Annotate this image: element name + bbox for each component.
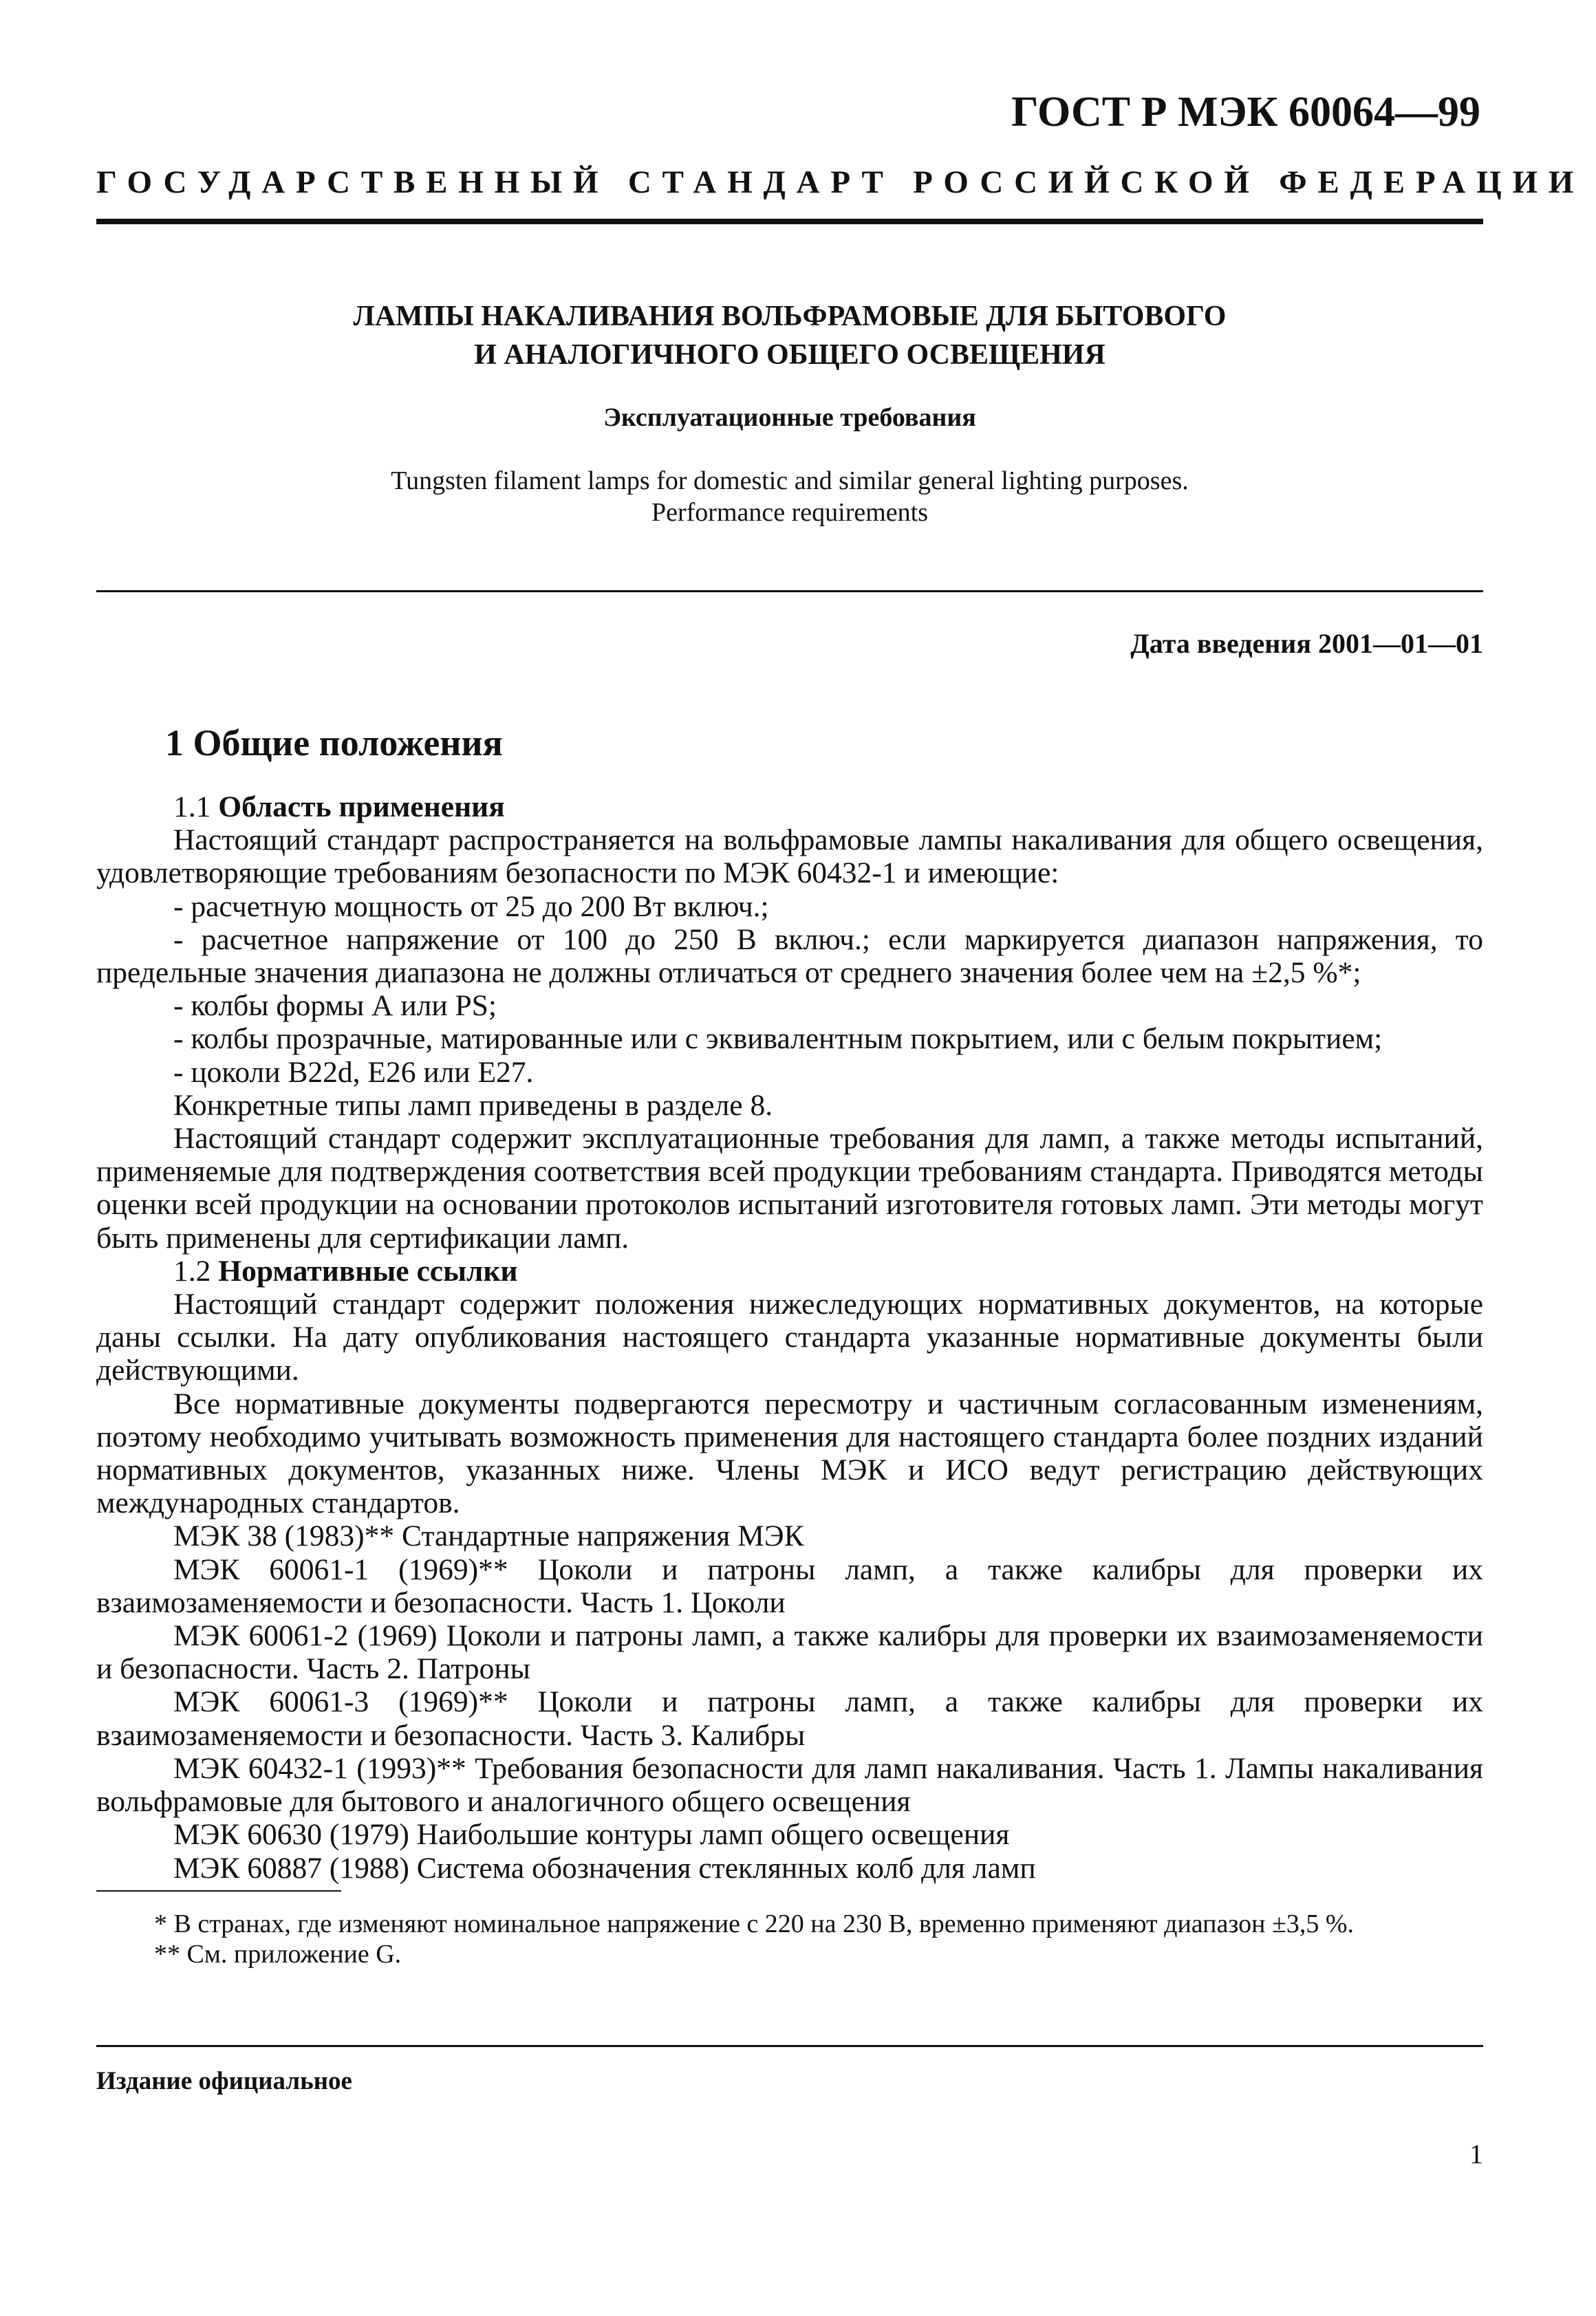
standard-id: ГОСТ Р МЭК 60064—99 <box>1011 89 1480 136</box>
list-item-caps: - цоколи B22d, Е26 или Е27. <box>173 1055 534 1089</box>
title-line-2: И АНАЛОГИЧНОГО ОБЩЕГО ОСВЕЩЕНИЯ <box>474 339 1106 371</box>
reference-item: МЭК 38 (1983)** Стандартные напряжения МЭК <box>173 1519 804 1553</box>
paragraph-lamp-types: Конкретные типы ламп приведены в разделе 8. <box>173 1088 773 1122</box>
intro-date: Дата введения 2001—01—01 <box>1130 628 1483 659</box>
document-title <box>96 297 1483 374</box>
footnotes <box>96 1909 1483 1969</box>
paragraph-revisions: Все нормативные документы подвергаются пересмотру и частичным согласованным изменениям, поэтому необходимо учитывать возможность применения для настоящего стандарта более поздних изданий нормативных документов, указанных ниже. Члены МЭК и ИСО ведут регистрацию действующих международных стандартов. <box>96 1387 1483 1520</box>
list-item-voltage: - расчетное напряжение от 100 до 250 В включ.; если маркируется диапазон напряжения, то предельные значения диапазона не должны отличаться от среднего значения более чем на ±2,5 %*; <box>96 922 1483 990</box>
reference-item: МЭК 60061-1 (1969)** Цоколи и патроны ламп, а также калибры для проверки их взаимозаменяемости и безопасности. Часть 1. Цоколи <box>96 1552 1483 1619</box>
english-title-line-1: Tungsten filament lamps for domestic and similar general lighting purposes. <box>391 466 1189 495</box>
subsection-1-2-title: Нормативные ссылки <box>218 1254 518 1288</box>
english-title <box>96 465 1483 528</box>
reference-item: МЭК 60061-2 (1969) Цоколи и патроны ламп, а также калибры для проверки их взаимозаменяемости и безопасности. Часть 2. Патроны <box>96 1619 1483 1686</box>
footnote-rule <box>96 1890 341 1892</box>
document-subtitle: Эксплуатационные требования <box>603 403 976 432</box>
section-body <box>96 790 1483 1885</box>
page-number: 1 <box>1469 2139 1483 2169</box>
list-item-bulb-finish: - колбы прозрачные, матированные или с эквивалентным покрытием, или с белым покрытием; <box>173 1022 1383 1056</box>
section-heading: 1 Общие положения <box>165 722 503 764</box>
header-rule <box>96 219 1483 224</box>
reference-item: МЭК 60630 (1979) Наибольшие контуры ламп общего освещения <box>173 1818 1010 1852</box>
title-rule <box>96 590 1483 592</box>
official-edition-label: Издание официальное <box>96 2067 352 2095</box>
title-line-1: ЛАМПЫ НАКАЛИВАНИЯ ВОЛЬФРАМОВЫЕ ДЛЯ БЫТОВОГО <box>353 301 1227 332</box>
subsection-1-1-heading: 1.1 Область применения <box>173 790 505 823</box>
reference-item: МЭК 60061-3 (1969)** Цоколи и патроны ламп, а также калибры для проверки их взаимозаменяемости и безопасности. Часть 3. Калибры <box>96 1685 1483 1752</box>
reference-item: МЭК 60432-1 (1993)** Требования безопасности для ламп накаливания. Часть 1. Лампы накаливания вольфрамовые для бытового и аналогичного общего освещения <box>96 1751 1483 1819</box>
paragraph-scope: Настоящий стандарт распространяется на вольфрамовые лампы накаливания для общего освещения, удовлетворяющие требованиям безопасности по МЭК 60432-1 и имеющие: <box>96 823 1483 890</box>
paragraph-references: Настоящий стандарт содержит положения нижеследующих нормативных документов, на которые даны ссылки. На дату опубликования настоящего стандарта указанные нормативные документы были действующими. <box>96 1288 1483 1387</box>
list-item-power: - расчетную мощность от 25 до 200 Вт включ.; <box>173 889 769 923</box>
footnote-2: ** См. приложение G. <box>154 1940 402 1969</box>
state-standard-banner: ГОСУДАРСТВЕННЫЙ СТАНДАРТ РОССИЙСКОЙ ФЕДЕРАЦИИ <box>96 164 1585 200</box>
subsection-1-2-heading: 1.2 Нормативные ссылки <box>173 1254 518 1288</box>
subsection-1-1-title: Область применения <box>218 790 505 823</box>
footnote-1: * В странах, где изменяют номинальное напряжение с 220 на 230 В, временно применяют диапазон ±3,5 %. <box>154 1909 1355 1938</box>
reference-item: МЭК 60887 (1988) Система обозначения стеклянных колб для ламп <box>173 1851 1036 1885</box>
english-title-line-2: Performance requirements <box>651 498 928 527</box>
list-item-bulb-shape: - колбы формы А или PS; <box>173 989 497 1023</box>
paragraph-requirements: Настоящий стандарт содержит эксплуатационные требования для ламп, а также методы испытаний, применяемые для подтверждения соответствия всей продукции требованиям стандарта. Приводятся методы оценки всей продукции на основании протоколов испытаний изготовителя готовых ламп. Эти методы могут быть применены для сертификации ламп. <box>96 1122 1483 1255</box>
footer-rule <box>96 2045 1483 2047</box>
